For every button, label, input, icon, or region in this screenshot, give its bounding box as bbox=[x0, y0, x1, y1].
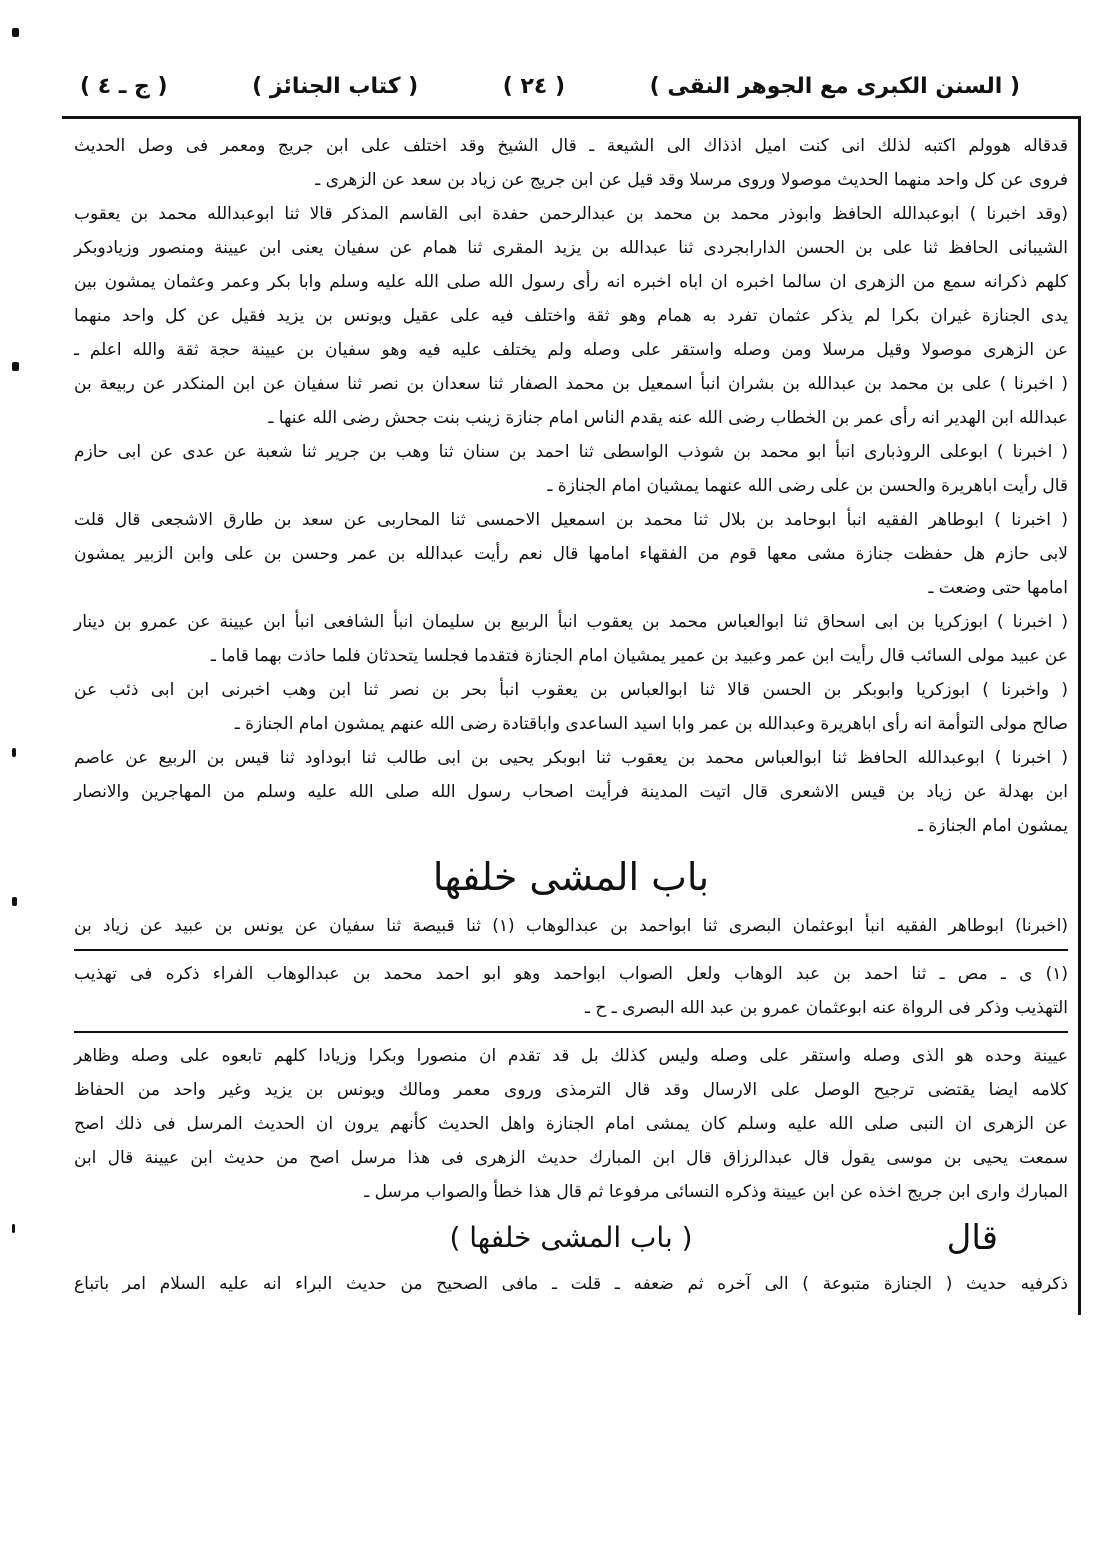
running-header-chapter: ( كتاب الجنائز ) bbox=[252, 74, 419, 99]
text-line: ( اخبرنا ) ابوعلى الروذبارى انبأ ابو محمد بن شوذب الواسطى ثنا احمد بن سنان ثنا وهب بن جرير ثنا شعبة عن عدى عن ابى حازم bbox=[74, 442, 1068, 462]
running-header-book-title: ( السنن الكبرى مع الجوهر النقى ) bbox=[649, 74, 1020, 99]
commentary-line: المبارك وارى ابن جريج اخذه عن ابن عيينة وذكره النسائى مرفوعا ثم قال هذا خطأ والصواب مرسل ـ bbox=[364, 1182, 1068, 1202]
text-line: ابن بهدلة عن زياد بن قيس الاشعرى قال اتيت المدينة فرأيت اصحاب رسول الله صلى الله عليه وسلم من المهاجرين والانصار bbox=[74, 782, 1068, 802]
running-header-page-number: ( ٢٤ ) bbox=[502, 74, 566, 99]
commentary-line: ذكرفيه حديث ( الجنازة متبوعة ) الى آخره ثم ضعفه ـ قلت ـ مافى الصحيح من حديث البراء انه عليه السلام امر باتباع bbox=[74, 1274, 1068, 1294]
margin-mark bbox=[12, 28, 19, 37]
margin-mark bbox=[12, 362, 19, 371]
margin-mark bbox=[12, 897, 17, 906]
commentary-line: عن الزهرى ان النبى صلى الله عليه وسلم كان يمشى امام الجنازة واهل الحديث كأنهم يرون ان الحديث المرسل فى ذلك اصح bbox=[74, 1114, 1068, 1134]
text-line: ( اخبرنا ) على بن محمد بن عبدالله بن بشران انبأ اسمعيل بن محمد الصفار ثنا سعدان بن نصر ثنا سفيان عن ابن المنكدر عن ربيعة بن bbox=[74, 374, 1068, 394]
text-line: (وقد اخبرنا ) ابوعبدالله الحافظ وابوذر محمد بن محمد بن عبدالرحمن حفدة ابى القاسم المذكر قالا ثنا ابوعبدالله محمد بن يعقوب bbox=[74, 204, 1068, 224]
page-text-frame bbox=[62, 116, 1081, 1315]
text-line: صالح مولى التوأمة انه رأى اباهريرة وعبدالله بن عمر وابا اسيد الساعدى واباقتادة رضى الله عنهم يمشون امام الجنازة ـ bbox=[234, 714, 1068, 734]
section-title: باب المشى خلفها bbox=[432, 855, 710, 899]
footnote-line: التهذيب وذكر فى الرواة عنه ابوعثمان عمرو بن عبد الله البصرى ـ ح ـ bbox=[585, 998, 1068, 1018]
commentary-label: قال bbox=[946, 1218, 998, 1258]
text-line: الشيبانى الحافظ ثنا على بن الحسن الدارابجردى ثنا عبدالله بن يزيد المقرى ثنا همام عن سفيان يعنى ابن عيينة ومنصور وزيادوبكر bbox=[74, 238, 1068, 258]
commentary-section-title: ( باب المشى خلفها ) bbox=[449, 1221, 693, 1254]
commentary-line: كلامه ايضا يقتضى ترجيح الوصل على الارسال وقد قال الترمذى وروى معمر ومالك ويونس بن يزيد وغير واحد من الحفاظ bbox=[74, 1080, 1068, 1100]
section-first-line: (اخبرنا) ابوطاهر الفقيه انبأ ابوعثمان البصرى ثنا ابواحمد بن عبدالوهاب (١) ثنا قبيصة ثنا سفيان عن يونس بن عبيد عن زياد بن bbox=[74, 916, 1068, 936]
text-line: قدقاله هوولم اكتبه لذلك انى كنت اميل اذذاك الى الشيعة ـ قال الشيخ وقد اختلف على ابن جريج ومعمر فى وصل الحديث bbox=[74, 136, 1068, 156]
footnote-line: (١) ى ـ مص ـ ثنا احمد بن عبد الوهاب ولعل الصواب ابواحمد وهو ابو احمد محمد بن عبدالوهاب الفراء ذكره فى تهذيب bbox=[74, 964, 1068, 984]
commentary-heading bbox=[74, 1213, 1068, 1263]
text-line: ( اخبرنا ) ابوطاهر الفقيه انبأ ابوحامد بن بلال ثنا محمد بن اسمعيل الاحمسى ثنا المحاربى عن سعد بن طارق الاشجعى قال قلت bbox=[74, 510, 1068, 530]
text-line: قال رأيت اباهريرة والحسن بن على رضى الله عنهما يمشيان امام الجنازة ـ bbox=[547, 476, 1068, 496]
margin-mark bbox=[12, 748, 16, 757]
text-line: عن الزهرى موصولا وقيل مرسلا ومن وصله واستقر على وصله ولم يختلف عليه فيه وهو سفيان بن عيينة حجة ثقة والله اعلم ـ bbox=[74, 340, 1068, 360]
running-header bbox=[80, 74, 1020, 99]
footnote-rule-bottom bbox=[74, 1031, 1068, 1033]
text-line: ( واخبرنا ) ابوزكريا وابوبكر بن الحسن قالا ثنا ابوالعباس بن يعقوب انبأ بحر بن نصر ثنا ابن وهب اخبرنى ابن ابى ذئب عن bbox=[74, 680, 1068, 700]
text-line: امامها حتى وضعت ـ bbox=[928, 578, 1068, 598]
text-line: عن عبيد مولى السائب قال رأيت ابن عمر وعبيد بن عمير يمشيان امام الجنازة فتقدما فجلسا يتحدثان فلما حاذت بهما قاما ـ bbox=[210, 646, 1068, 666]
text-line: كلهم ذكرانه سمع من الزهرى ان سالما اخبره ان اباه اخبره انه رأى رسول الله صلى الله عليه وسلم وابا بكر وعمر وعثمان يمشون بين bbox=[74, 272, 1068, 292]
text-line: ( اخبرنا ) ابوزكريا بن ابى اسحاق ثنا ابوالعباس محمد بن يعقوب انبأ الربيع بن سليمان انبأ الشافعى انبأ ابن عيينة عن عمرو بن دينار bbox=[74, 612, 1068, 632]
commentary-line: سمعت يحيى بن موسى يقول قال عبدالرزاق قال ابن المبارك حديث الزهرى فى هذا مرسل اصح من حديث ابن عيينة قال ابن bbox=[74, 1148, 1068, 1168]
text-line: لابى حازم هل حفظت جنازة مشى معها قوم من الفقهاء امامها قال نعم رأيت عبدالله بن عمر وحسن بن على وابن الزبير يمشون bbox=[74, 544, 1068, 564]
text-line: عبدالله ابن الهدير انه رأى عمر بن الخطاب رضى الله عنه يقدم الناس امام جنازة زينب بنت جحش رضى الله عنها ـ bbox=[268, 408, 1068, 428]
text-line: ( اخبرنا ) ابوعبدالله الحافظ ثنا ابوالعباس محمد بن يعقوب ثنا ابوبكر يحيى بن ابى طالب ثنا ابوداود ثنا قيس بن الربيع عن عاصم bbox=[74, 748, 1068, 768]
text-line: يدى الجنازة غيران بكرا لم يذكر عثمان تفرد به همام وهو ثقة واختلف فيه على عقيل ويونس بن يزيد فقيل عن كل واحد منهما bbox=[74, 306, 1068, 326]
margin-mark bbox=[12, 1224, 15, 1233]
commentary-line: عيينة وحده هو الذى وصله واستقر على وصله وليس كذلك بل قد تقدم ان منصورا وبكرا وزيادا كلهم تابعوه على وصله وظاهر bbox=[74, 1046, 1068, 1066]
footnote-rule-top bbox=[74, 949, 1068, 951]
running-header-volume: ( ج ـ ٤ ) bbox=[80, 74, 168, 99]
text-line: فروى عن كل واحد منهما الحديث موصولا وروى مرسلا وقد قيل عن ابن جريج عن زياد بن سعد عن الزهرى ـ bbox=[315, 170, 1068, 190]
text-line: يمشون امام الجنازة ـ bbox=[917, 816, 1068, 836]
